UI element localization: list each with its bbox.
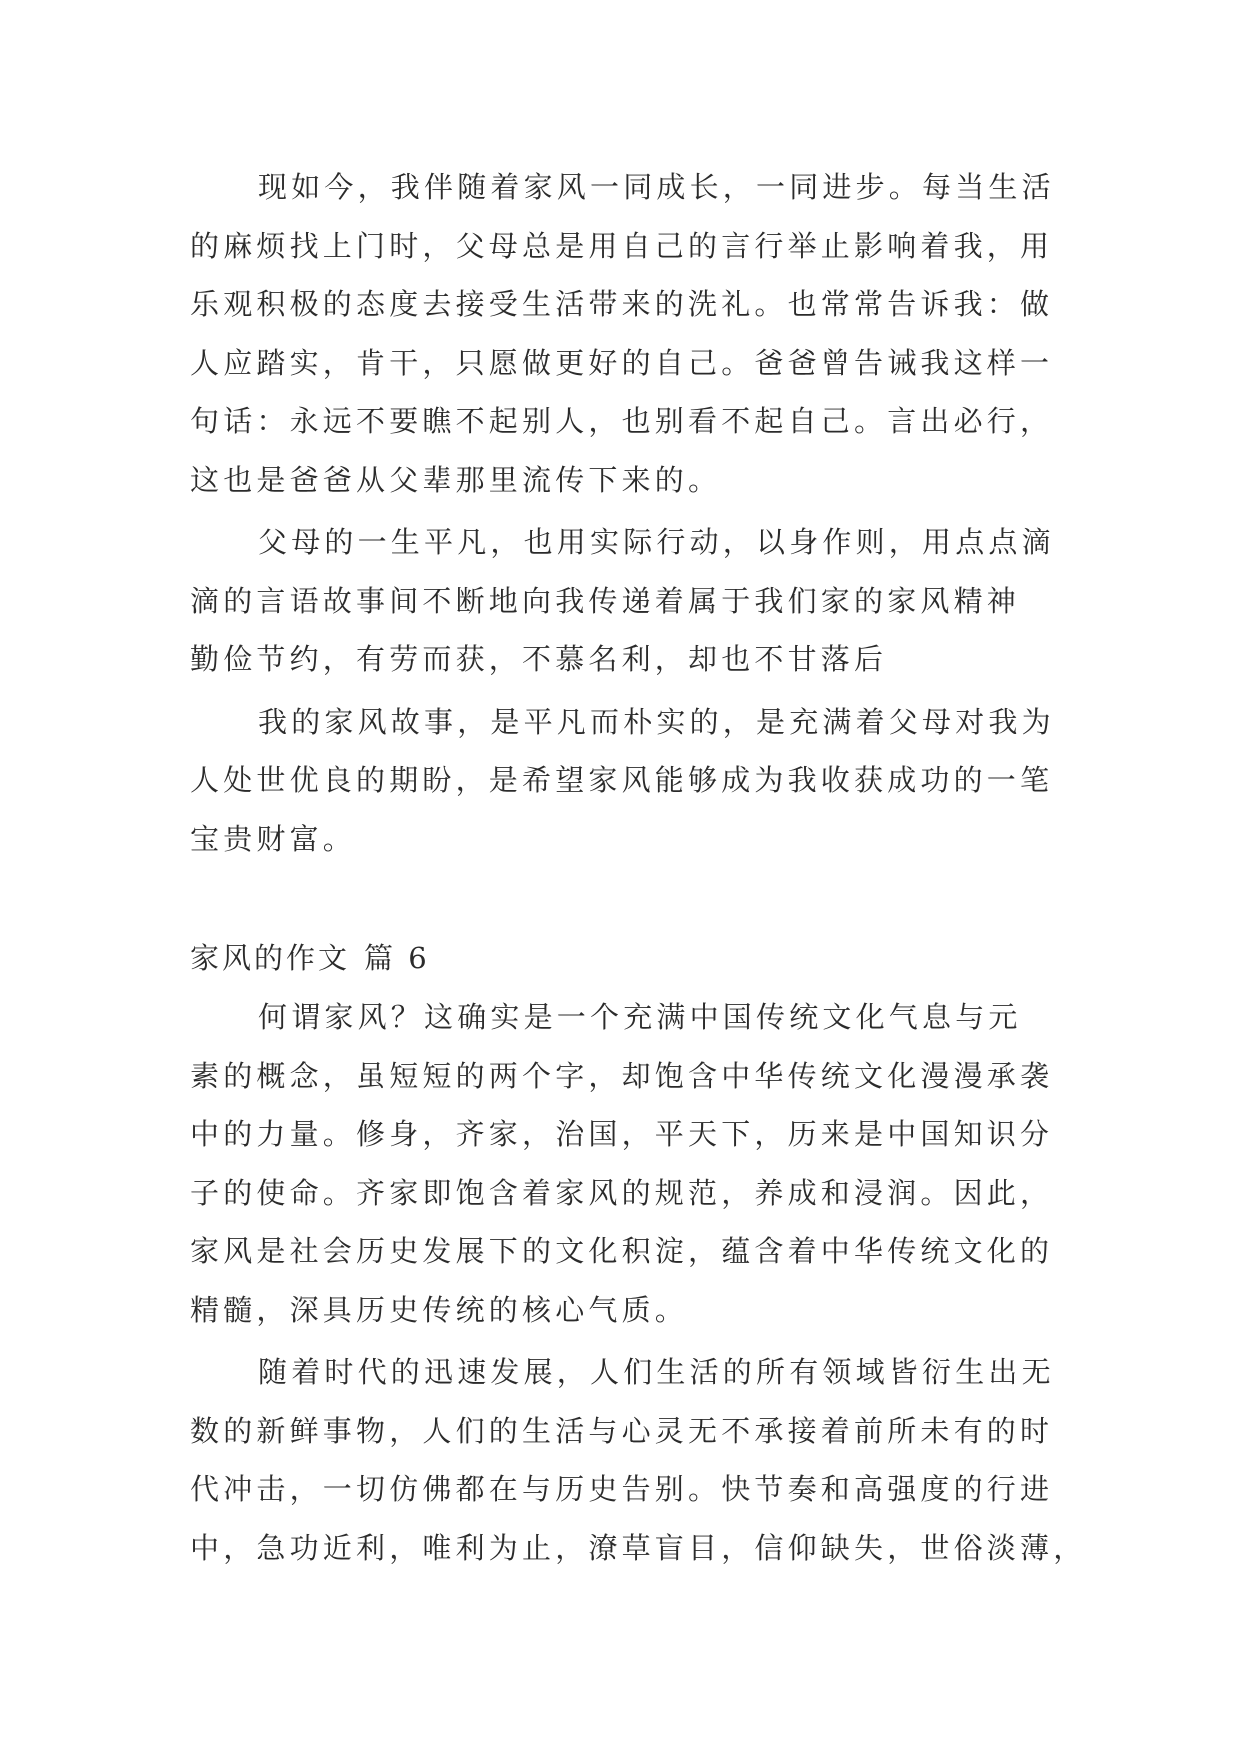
text-line: 勤俭节约，有劳而获，不慕名利，却也不甘落后 — [190, 642, 888, 676]
text-line: 人处世优良的期盼，是希望家风能够成为我收获成功的一笔 — [190, 763, 1054, 797]
section-number: 篇 6 — [364, 941, 430, 975]
text-line: 中，急功近利，唯利为止，潦草盲目，信仰缺失，世俗淡薄， — [190, 1530, 1087, 1565]
text-line: 中的力量。修身，齐家，治国，平天下，历来是中国知识分 — [190, 1117, 1054, 1151]
text-line: 这也是爸爸从父辈那里流传下来的。 — [190, 462, 722, 497]
paragraph — [190, 1343, 1087, 1577]
text-line: 何谓家风？这确实是一个充满中国传统文化气息与元 — [258, 1000, 1022, 1034]
section-heading — [190, 928, 1060, 988]
section-title: 家风的作文 — [190, 941, 351, 975]
text-line: 现如今，我伴随着家风一同成长，一同进步。每当生活 — [258, 170, 1055, 204]
paragraph — [190, 158, 1060, 509]
paragraph — [190, 693, 1060, 869]
text-line: 代冲击，一切仿佛都在与历史告别。快节奏和高强度的行进 — [190, 1472, 1054, 1506]
text-line: 数的新鲜事物，人们的生活与心灵无不承接着前所未有的时 — [190, 1413, 1054, 1448]
text-line: 乐观积极的态度去接受生活带来的洗礼。也常常告诉我：做 — [190, 287, 1054, 321]
text-line: 人应踏实，肯干，只愿做更好的自己。爸爸曾告诫我这样一 — [190, 345, 1054, 380]
text-line: 家风是社会历史发展下的文化积淀，蕴含着中华传统文化的 — [190, 1234, 1054, 1268]
text-line: 素的概念，虽短短的两个字，却饱含中华传统文化漫漫承袭 — [190, 1058, 1054, 1093]
paragraph — [190, 988, 1060, 1339]
text-line: 我的家风故事，是平凡而朴实的，是充满着父母对我为 — [258, 704, 1055, 739]
text-line: 随着时代的迅速发展，人们生活的所有领域皆衍生出无 — [258, 1355, 1055, 1389]
text-line: 的麻烦找上门时，父母总是用自己的言行举止影响着我，用 — [190, 228, 1054, 263]
text-line: 宝贵财富。 — [190, 821, 357, 856]
text-line: 子的使命。齐家即饱含着家风的规范，养成和浸润。因此， — [190, 1175, 1054, 1210]
paragraph — [190, 513, 1060, 689]
text-line: 父母的一生平凡，也用实际行动，以身作则，用点点滴 — [258, 525, 1055, 559]
text-line: 句话：永远不要瞧不起别人，也别看不起自己。言出必行， — [190, 404, 1054, 438]
document-body — [190, 158, 1087, 1577]
text-line: 滴的言语故事间不断地向我传递着属于我们家的家风精神 — [190, 583, 1021, 618]
text-line: 精髓，深具历史传统的核心气质。 — [190, 1292, 689, 1327]
